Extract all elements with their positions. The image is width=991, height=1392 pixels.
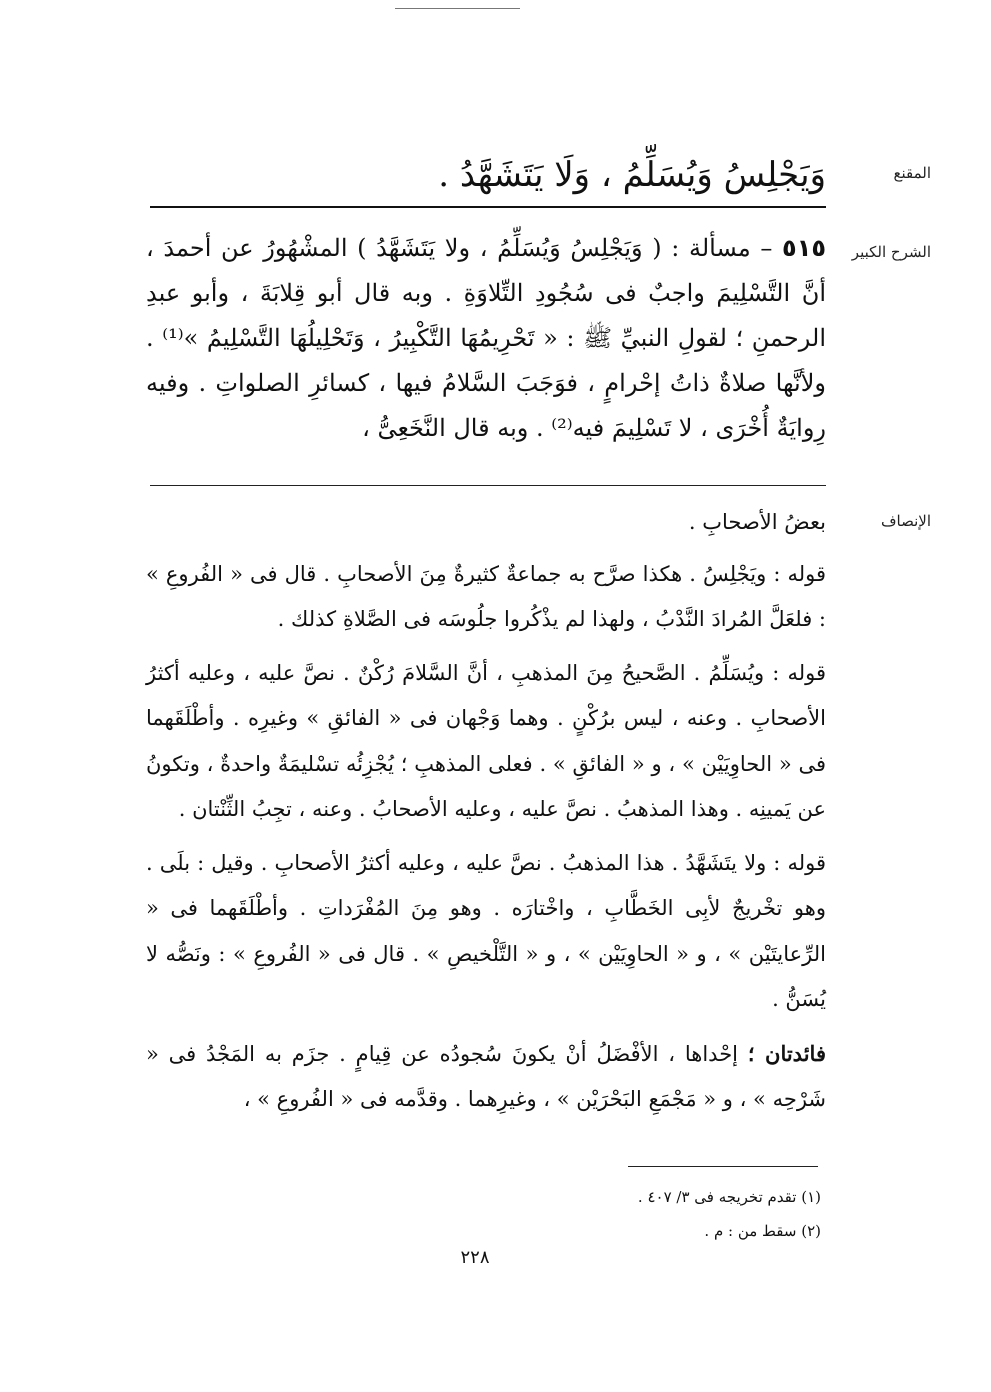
insaf-paragraph: قوله : ويَجْلِسُ . هكذا صرَّح به جماعةٌ كثيرةٌ مِنَ الأصحابِ . قال فى « الفُروعِ » : فلعَلَّ المُرادَ النَّدْبُ ، ولهذا لم يذْكُروا جلُوسَه فى الصَّلاةِ كذلك . [146, 561, 826, 631]
sharh-text-block [146, 226, 826, 451]
fawaid-text: إحْداها ، الأفْضَلُ أنْ يكونَ سُجودُه عن قِيامٍ . جزَم به المَجْدُ فى « شَرْحِه » ، و « مَجْمَعِ البَحْرَيْن » ، وغيرِهما . وقدَّمه فى « الفُروعِ » ، [146, 1041, 826, 1111]
footnote-rule [628, 1166, 818, 1167]
sharh-body: – مسألة : ( وَيَجْلِسُ وَيُسَلِّمُ ، ولا يَتَشَهَّدُ ) المشْهُورُ عن أحمدَ ، أنَّ التَّسْلِيمَ واجبٌ فى سُجُودِ التِّلاوَةِ . وبه قال أبو قِلابَةَ ، وأبو عبدِ الرحمنِ ؛ لقولِ النبيِّ ﷺ : « تَحْرِيمُهَا التَّكْبِيرُ ، وَتَحْلِيلُهَا التَّسْلِيمُ »⁽¹⁾ . ولأنَّها صلاةٌ ذاتُ إحْرامٍ ، فوَجَبَ السَّلامُ فيها ، كسائرِ الصلواتِ . وفيه رِوايَةٌ أُخْرَى ، لا تَسْلِيمَ فيه⁽²⁾ . وبه قال النَّخَعِىُّ ، [146, 234, 827, 442]
sharh-label: الشرح الكبير [851, 243, 931, 261]
footnote-2: (٢) سقط من : م . [704, 1222, 821, 1240]
footnote-1: (١) تقدم تخريجه فى ٣/ ٤٠٧ . [637, 1188, 821, 1206]
sharh-paragraph [146, 226, 826, 451]
section-divider-sharh [150, 485, 826, 486]
muqni-text: وَيَجْلِسُ وَيُسَلِّمُ ، وَلَا يَتَشَهَّدُ . [438, 155, 826, 195]
page-number: ٢٢٨ [460, 1247, 490, 1268]
muqni-label: المقنع [893, 164, 931, 182]
top-rule [395, 8, 520, 9]
insaf-text-block [146, 500, 826, 1131]
insaf-paragraph: بعضُ الأصحابِ . [688, 510, 826, 534]
masala-number: ٥١٥ [782, 234, 826, 262]
footnotes [638, 1180, 821, 1248]
fawaid-heading: فائدتان ؛ [747, 1040, 826, 1066]
insaf-label: الإنصاف [880, 512, 931, 530]
section-divider-muqni [150, 206, 826, 208]
insaf-paragraph: قوله : ولا يتَشَهَّدُ . هذا المذهبُ . نصَّ عليه ، وعليه أكثرُ الأصحابِ . وقيل : بلَى . وهو تخْريجٌ لأبِى الخَطَّابِ ، واخْتارَه . وهو مِنَ المُفْرَداتِ . وأطْلَقَهما فى « الرِّعايتَيْن » ، و « الحاوِيَيْن » ، و « التَّلْخيصِ » . قال فى « الفُروعِ » : ونَصُّه لا يُسَنُّ . [146, 850, 826, 1011]
insaf-fawaid-paragraph [146, 1031, 826, 1123]
insaf-paragraph: قوله : ويُسَلِّمُ . الصَّحيحُ مِنَ المذهبِ ، أنَّ السَّلامَ رُكْنٌ . نصَّ عليه ، وعليه أكثرُ الأصحابِ . وعنه ، ليس برُكْنٍ . وهما وَجْهان فى « الفائقِ » وغيرِه . وأطْلَقَهما فى « الحاوِيَيْن » ، و « الفائقِ » . فعلى المذهبِ ؛ يُجْزِئُه تسْليمَةٌ واحدةٌ ، وتكونُ عن يَمينِه . وهذا المذهبُ . نصَّ عليه ، وعليه الأصحابُ . وعنه ، تجِبُ الثِّنْتان . [146, 660, 826, 821]
